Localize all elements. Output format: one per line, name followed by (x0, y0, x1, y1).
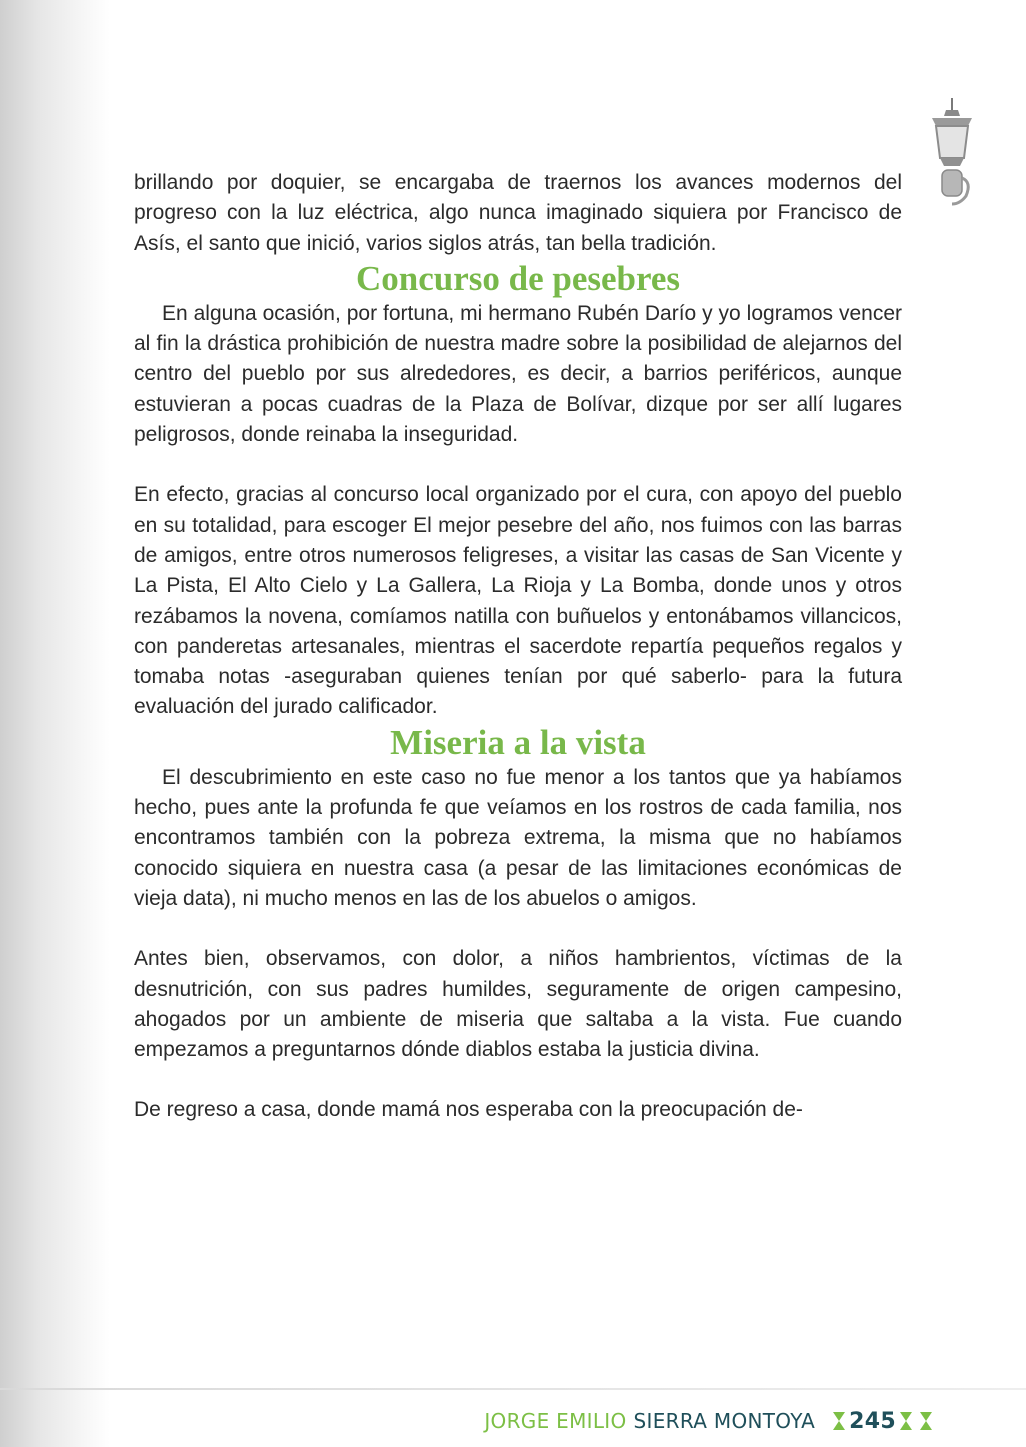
paragraph-miseria-1: El descubrimiento en este caso no fue menor a los tantos que ya habíamos hecho, pues ante la profunda fe que veíamos en los rostros de cada familia, nos encontramos también con la pobreza extrema, la misma que no habíamos conocido siquiera en nuestra casa (a pesar de las limitaciones económicas de vieja data), ni mucho menos en las de los abuelos o amigos. (134, 765, 902, 910)
page-number: 245 (849, 1408, 896, 1434)
footer-divider (0, 1388, 1026, 1390)
paragraph-gap (134, 914, 902, 944)
paragraph-miseria-3: De regreso a casa, donde mamá nos esperaba con la preocupación de- (134, 1098, 803, 1122)
heading-miseria-a-la-vista: Miseria a la vista (390, 722, 646, 762)
book-spine-shadow (0, 0, 110, 1447)
author-first-name: JORGE EMILIO (484, 1409, 627, 1433)
page-footer (484, 1404, 936, 1438)
hourglass-ornament-icon (899, 1411, 913, 1431)
paragraph-miseria-2: Antes bien, observamos, con dolor, a niños hambrientos, víctimas de la desnutrición, con sus padres humildes, seguramente de origen campesino, ahogados por un ambiente de miseria que saltaba a la vista. Fue cuando empezamos a preguntarnos dónde diablos estaba la justicia divina. (134, 947, 902, 1062)
heading-concurso-de-pesebres: Concurso de pesebres (355, 258, 681, 298)
page-number-block (829, 1409, 936, 1434)
hourglass-ornament-icon (832, 1411, 846, 1431)
paragraph-concurso-2: En efecto, gracias al concurso local organizado por el cura, con apoyo del pueblo en su totalidad, para escoger El mejor pesebre del año, nos fuimos con las barras de amigos, entre otros numerosos feligreses, a visitar las casas de San Vicente y La Pista, El Alto Cielo y La Gallera, La Rioja y La Bomba, donde unos y otros rezábamos la novena, comíamos natilla con buñuelos y entonábamos villancicos, con panderetas artesanales, mientras el sacerdote repartía pequeños regalos y tomaba notas -aseguraban quienes tenían por qué saberlo- para la futura evaluación del jurado calificador. (134, 483, 902, 719)
street-lamp-icon (926, 96, 978, 212)
author-last-name: SIERRA MONTOYA (633, 1409, 816, 1433)
hourglass-ornament-icon (919, 1411, 933, 1431)
paragraph-intro: brillando por doquier, se encargaba de traernos los avances modernos del progreso con la luz eléctrica, algo nunca imaginado siquiera por Francisco de Asís, el santo que inició, varios siglos atrás, tan bella tradición. (134, 171, 902, 255)
paragraph-gap (134, 450, 902, 480)
paragraph-gap (134, 1065, 902, 1095)
page-body (134, 168, 902, 1126)
paragraph-concurso-1: En alguna ocasión, por fortuna, mi hermano Rubén Darío y yo logramos vencer al fin la drástica prohibición de nuestra madre sobre la posibilidad de alejarnos del centro del pueblo por sus alrededores, es decir, a barrios periféricos, aunque estuvieran a pocas cuadras de la Plaza de Bolívar, dizque por ser allí lugares peligrosos, donde reinaba la inseguridad. (134, 301, 902, 447)
